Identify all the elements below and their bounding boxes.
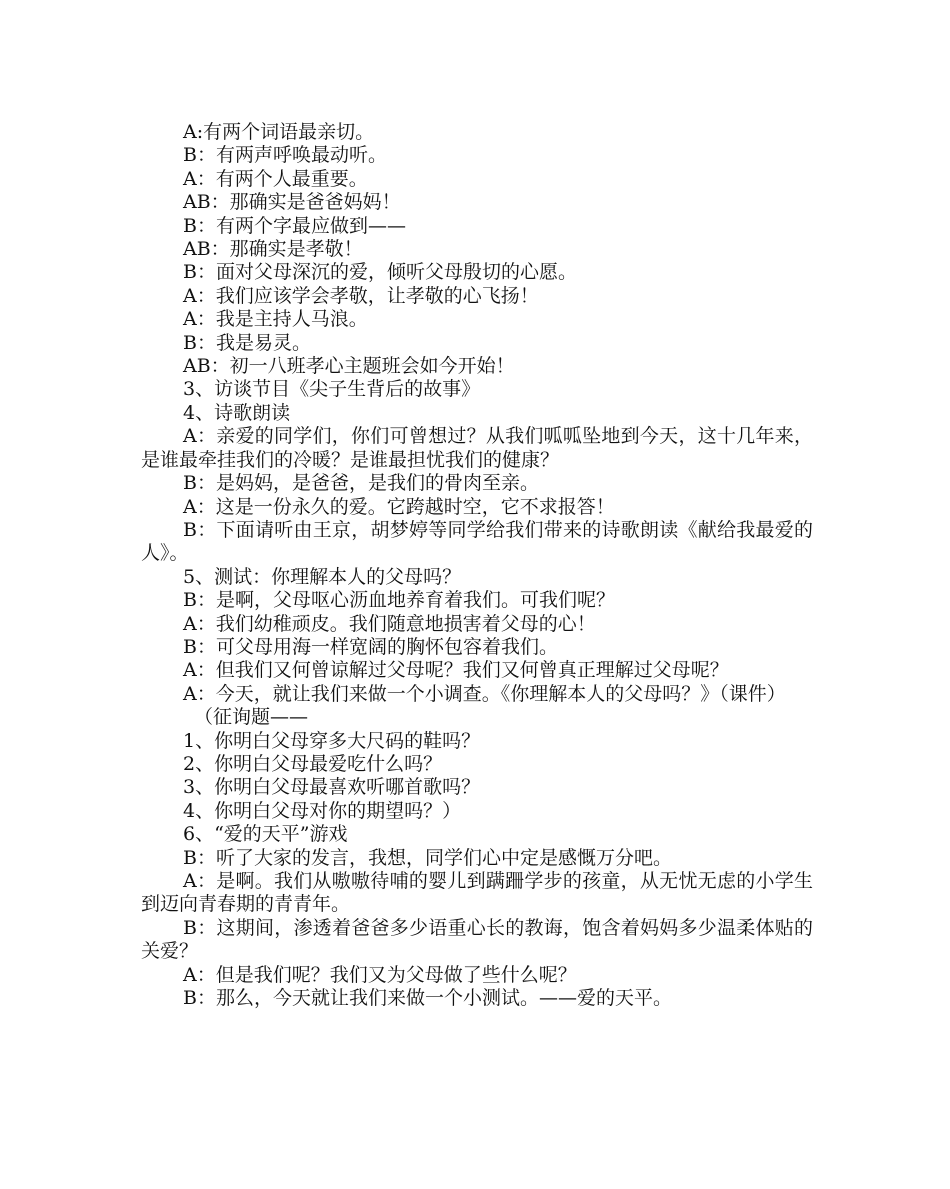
paragraph: B：我是易灵。 xyxy=(183,331,311,354)
paragraph: B：有两个字最应做到—— xyxy=(183,214,406,237)
paragraph: B：有两声呼唤最动听。 xyxy=(183,144,387,167)
paragraph: A：有两个人最重要。 xyxy=(183,167,368,190)
paragraph: A：这是一份永久的爱。它跨越时空，它不求报答！ xyxy=(183,495,615,518)
section-heading: 4、诗歌朗读 xyxy=(183,401,291,424)
paragraph: A：我们幼稚顽皮。我们随意地损害着父母的心！ xyxy=(183,612,596,635)
survey-question: 1、你明白父母穿多大尺码的鞋吗？ xyxy=(183,729,481,752)
paragraph: A：是啊。我们从嗷嗷待哺的婴儿到蹒跚学步的孩童，从无忧无虑的小学生到迈向青春期的青青年。 xyxy=(141,870,813,916)
paragraph: A：但我们又何曾谅解过父母呢？我们又何曾真正理解过父母呢？ xyxy=(183,659,729,682)
paragraph: AB：那确实是孝敬！ xyxy=(183,238,363,261)
paragraph: B：那么，今天就让我们来做一个小测试。——爱的天平。 xyxy=(183,987,672,1010)
paragraph: B：下面请听由王京，胡梦婷等同学给我们带来的诗歌朗读《献给我最爱的人》。 xyxy=(141,518,813,565)
paragraph: A：我是主持人马浪。 xyxy=(183,308,368,331)
paragraph: B：听了大家的发言，我想，同学们心中定是感慨万分吧。 xyxy=(183,846,672,869)
paragraph: AB：那确实是爸爸妈妈！ xyxy=(183,191,401,214)
paragraph: AB：初一八班孝心主题班会如今开始！ xyxy=(183,355,515,378)
paragraph: B：是妈妈，是爸爸，是我们的骨肉至亲。 xyxy=(183,472,539,495)
document-body xyxy=(141,121,813,1010)
paragraph: B：面对父母深沉的爱，倾听父母殷切的心愿。 xyxy=(183,261,577,284)
paragraph: A：亲爱的同学们，你们可曾想过？从我们呱呱坠地到今天，这十几年来，是谁最牵挂我们的冷暖？是谁最担忧我们的健康？ xyxy=(141,425,813,471)
section-heading: 6、“爱的天平”游戏 xyxy=(183,823,348,846)
paragraph: A:有两个词语最亲切。 xyxy=(183,121,375,143)
survey-question: 2、你明白父母最爱吃什么吗？ xyxy=(183,752,443,775)
survey-question: 3、你明白父母最喜欢听哪首歌吗？ xyxy=(183,776,481,799)
section-heading: 3、访谈节目《尖子生背后的故事》 xyxy=(183,378,481,401)
survey-question: 4、你明白父母对你的期望吗？） xyxy=(183,799,462,822)
paragraph: A：但是我们呢？我们又为父母做了些什么呢？ xyxy=(183,963,577,986)
paragraph: B：是啊，父母呕心沥血地养育着我们。可我们呢？ xyxy=(183,589,615,612)
survey-intro: （征询题—— xyxy=(194,706,309,729)
paragraph: B：可父母用海一样宽阔的胸怀包容着我们。 xyxy=(183,635,558,658)
paragraph: A：今天，就让我们来做一个小调查。《你理解本人的父母吗？》（课件） xyxy=(183,682,786,705)
paragraph: A：我们应该学会孝敬，让孝敬的心飞扬！ xyxy=(183,284,539,307)
paragraph: B：这期间，渗透着爸爸多少语重心长的教诲，饱含着妈妈多少温柔体贴的关爱？ xyxy=(141,916,813,963)
section-heading: 5、测试：你理解本人的父母吗？ xyxy=(183,565,462,588)
